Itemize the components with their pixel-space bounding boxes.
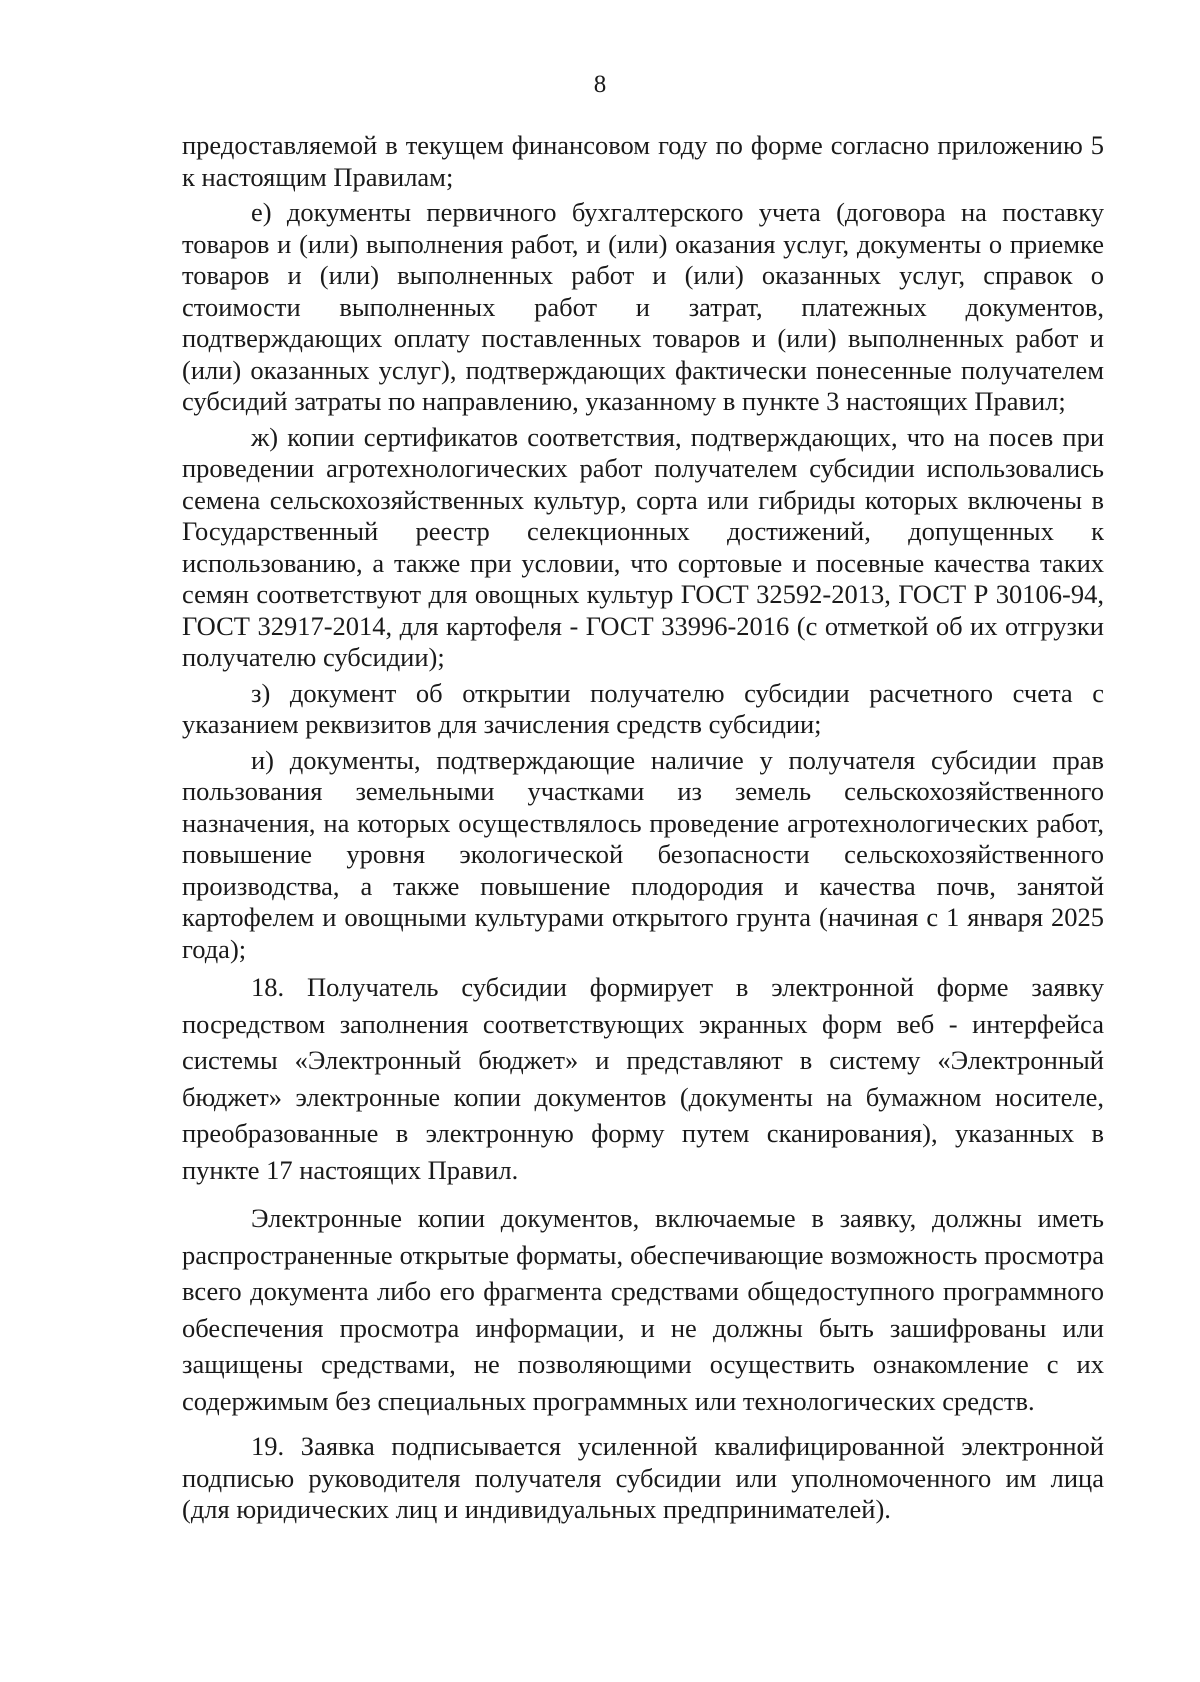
paragraph-item-i: и) документы, подтверждающие наличие у получателя субсидии прав пользования земельными участками из земель сельскохозяйственного назначения, на которых осуществлялось проведение агротехнологических работ, повышение уровня экологической безопасности сельскохозяйственного производства, а также повышение плодородия и качества почв, занятой картофелем и овощными культурами открытого грунта (начиная с 1 января 2025 года); (182, 744, 1104, 964)
paragraph-clause-19: 19. Заявка подписывается усиленной квалифицированной электронной подписью руководителя получателя субсидии или уполномоченного им лица (для юридических лиц и индивидуальных предпринимателей). (182, 1431, 1104, 1524)
paragraph-clause-18: 18. Получатель субсидии формирует в электронной форме заявку посредством заполнения соответствующих экранных форм веб - интерфейса системы «Электронный бюджет» и представляют в систему «Электронный бюджет» электронные копии документов (документы на бумажном носителе, преобразованные в электронную форму путем сканирования), указанных в пункте 17 настоящих Правил. (182, 972, 1104, 1185)
paragraph-item-zh: ж) копии сертификатов соответствия, подтверждающих, что на посев при проведении агротехнологических работ получателем субсидии использовались семена сельскохозяйственных культур, сорта или гибриды которых включены в Государственный реестр селекционных достижений, допущенных к использованию, а также при условии, что сортовые и посевные качества таких семян соответствуют для овощных культур ГОСТ 32592-2013, ГОСТ Р 30106-94, ГОСТ 32917-2014, для картофеля - ГОСТ 33996-2016 (с отметкой об их отгрузки получателю субсидии); (182, 421, 1104, 672)
paragraph-electronic-copies: Электронные копии документов, включаемые в заявку, должны иметь распространенные открытые форматы, обеспечивающие возможность просмотра всего документа либо его фрагмента средствами общедоступного программного обеспечения просмотра информации, и не должны быть зашифрованы или защищены средствами, не позволяющими осуществить ознакомление с их содержимым без специальных программных или технологических средств. (182, 1203, 1104, 1416)
paragraph-item-z: з) документ об открытии получателю субсидии расчетного счета с указанием реквизитов для зачисления средств субсидии; (182, 677, 1104, 739)
paragraph-item-e: е) документы первичного бухгалтерского учета (договора на поставку товаров и (или) выполнения работ, и (или) оказания услуг, документы о приемке товаров и (или) выполненных работ и (или) оказанных услуг, справок о стоимости выполненных работ и затрат, платежных документов, подтверждающих оплату поставленных товаров и (или) выполненных работ и (или) оказанных услуг), подтверждающих фактически понесенные получателем субсидий затраты по направлению, указанному в пункте 3 настоящих Правил; (182, 197, 1104, 416)
page-number: 8 (593, 71, 607, 98)
paragraph-continuation: предоставляемой в текущем финансовом году по форме согласно приложению 5 к настоящим Правилам; (182, 130, 1104, 192)
document-body (182, 130, 1104, 1526)
